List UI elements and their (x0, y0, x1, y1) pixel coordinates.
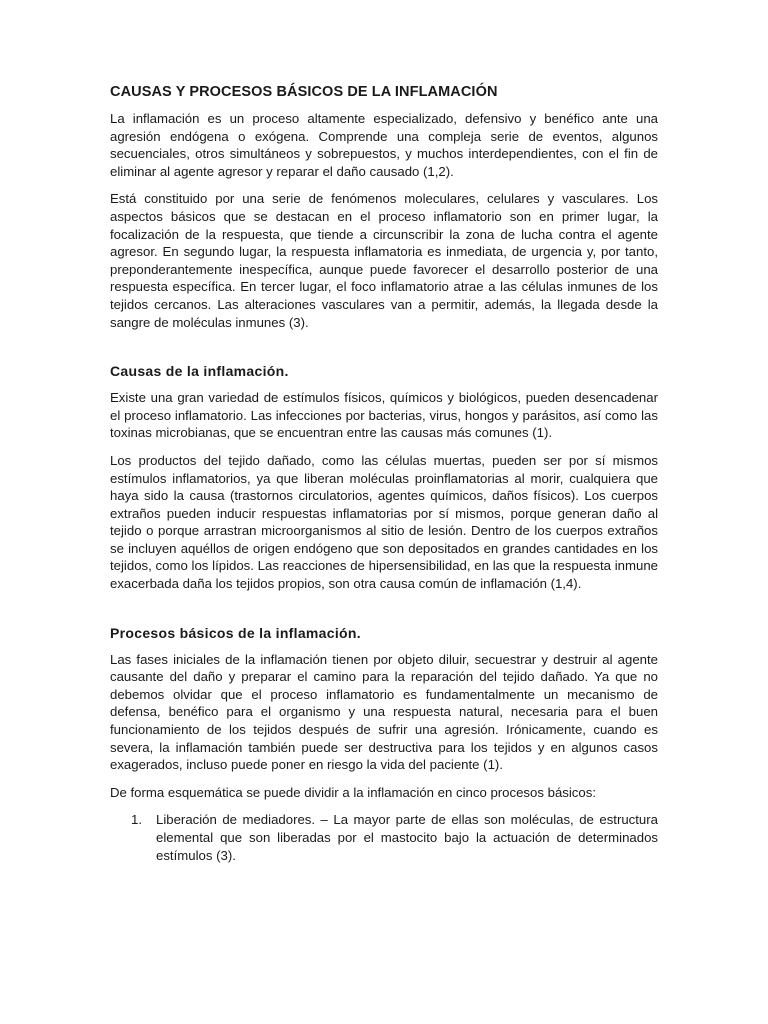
list-item (131, 811, 658, 864)
list-item-text: Liberación de mediadores. – La mayor parte de ellas son moléculas, de estructura elemental que son liberadas por el mastocito bajo la actuación de determinados estímulos (3). (156, 812, 658, 863)
intro-paragraph-2: Está constituido por una serie de fenómenos moleculares, celulares y vasculares. Los aspectos básicos que se destacan en el proceso inflamatorio son en primer lugar, la focalización de la respuesta, que tiende a circunscribir la zona de lucha contra el agente agresor. En segundo lugar, la respuesta inflamatoria es inmediata, de urgencia y, por tanto, preponderantemente inespecífica, aunque puede favorecer el desarrollo posterior de una respuesta específica. En tercer lugar, el foco inflamatorio atrae a las células inmunes de los tejidos cercanos. Las alteraciones vasculares van a permitir, además, la llegada desde la sangre de moléculas inmunes (3). (110, 191, 658, 330)
section-spacer (110, 603, 658, 625)
section-spacer (110, 341, 658, 363)
intro-paragraph-1: La inflamación es un proceso altamente especializado, defensivo y benéfico ante una agresión endógena o exógena. Comprende una compleja serie de eventos, algunos secuenciales, otros simultáneos y sobrepuestos, y muchos interdependientes, con el fin de eliminar al agente agresor y reparar el daño causado (1,2). (110, 111, 658, 179)
document-page (110, 84, 658, 864)
causas-paragraph-1: Existe una gran variedad de estímulos físicos, químicos y biológicos, pueden desencadenar el proceso inflamatorio. Las infecciones por bacterias, virus, hongos y parásitos, así como las toxinas microbianas, que se encuentran entre las causas más comunes (1). (110, 390, 658, 441)
causas-paragraph-2: Los productos del tejido dañado, como las células muertas, pueden ser por sí mismos estímulos inflamatorios, ya que liberan moléculas proinflamatorias al morir, cualquiera que haya sido la causa (trastornos circulatorios, agentes químicos, daños físicos). Los cuerpos extraños pueden inducir respuestas inflamatorias por sí mismos, porque generan daño al tejido o porque arrastran microorganismos al sitio de lesión. Dentro de los cuerpos extraños se incluyen aquéllos de origen endógeno que son depositados en grandes cantidades en los tejidos, como los lípidos. Las reacciones de hipersensibilidad, en las que la respuesta inmune exacerbada daña los tejidos propios, son otra causa común de inflamación (1,4). (110, 452, 658, 592)
procesos-heading: Procesos básicos de la inflamación. (110, 624, 361, 641)
processes-list (110, 811, 658, 864)
list-item-number: 1. (131, 812, 142, 828)
procesos-paragraph-1: Las fases iniciales de la inflamación tienen por objeto diluir, secuestrar y destruir al agente causante del daño y preparar el camino para la reparación del tejido dañado. Ya que no debemos olvidar que el proceso inflamatorio es fundamentalmente un mecanismo de defensa, benéfico para el organismo y una respuesta natural, necesaria para el buen funcionamiento de los tejidos después de sufrir una agresión. Irónicamente, cuando es severa, la inflamación también puede ser destructiva para los tejidos y en algunos casos exagerados, incluso puede poner en riesgo la vida del paciente (1). (110, 651, 658, 773)
document-title: CAUSAS Y PROCESOS BÁSICOS DE LA INFLAMACIÓN (110, 84, 498, 100)
procesos-paragraph-2: De forma esquemática se puede dividir a la inflamación en cinco procesos básicos: (110, 784, 596, 800)
causas-heading: Causas de la inflamación. (110, 363, 289, 380)
